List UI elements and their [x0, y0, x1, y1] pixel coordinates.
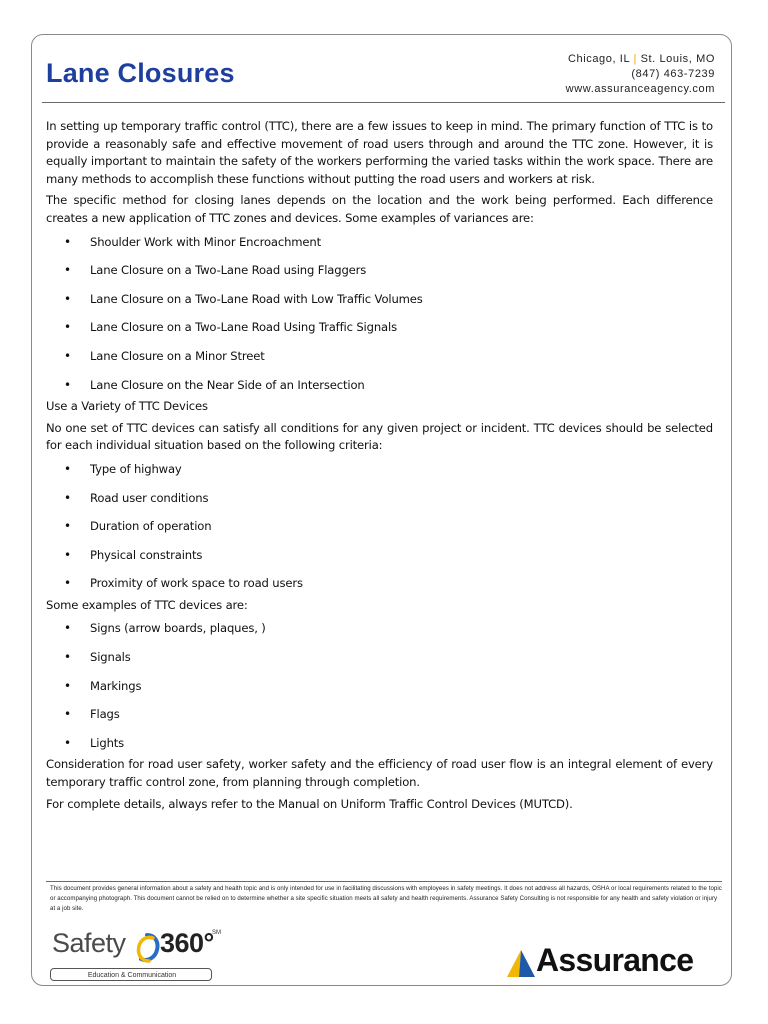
list-item: • Lane Closure on a Two-Lane Road using Flaggers — [46, 262, 713, 291]
safety-logo-word: Safety — [52, 928, 126, 958]
list-item: • Duration of operation — [46, 518, 713, 547]
disclaimer-text: This document provides general information about a safety and health topic and is only intended for use in facilitating discussions with employees in safety meetings. It does not address all hazards, OSHA or local requirements related to the topic or accompanying photograph. This document cannot be relied on to determine whether a site specific situation meets all safety and health requirements. Assurance Safety Consulting is not responsible for any health and safety violation or injury at a job site. — [50, 885, 722, 912]
header-divider — [42, 102, 725, 103]
website-link[interactable]: www.assuranceagency.com — [565, 83, 715, 95]
devices-heading: Use a Variety of TTC Devices — [46, 399, 208, 414]
safety-logo-number: 360° — [160, 928, 214, 958]
assurance-triangle-icon — [505, 948, 537, 978]
list-item: • Lights — [46, 735, 713, 764]
list-item: • Flags — [46, 706, 713, 735]
conclusion-paragraph: Consideration for road user safety, worker safety and the efficiency of road user flow is an integral element of every temporary traffic control zone, from planning through completion. — [46, 757, 713, 790]
list-item: • Road user conditions — [46, 490, 713, 519]
list-item: • Physical constraints — [46, 547, 713, 576]
page-title: Lane Closures — [46, 58, 235, 88]
criteria-list — [46, 461, 713, 604]
examples-intro: Some examples of TTC devices are: — [46, 597, 248, 612]
variances-intro: The specific method for closing lanes depends on the location and the work being performed. Each difference creates a new application of TTC zones and devices. Some examples of variances are: — [46, 193, 713, 225]
location-separator: | — [633, 53, 637, 65]
list-item: • Lane Closure on a Minor Street — [46, 348, 713, 377]
list-item: • Markings — [46, 678, 713, 707]
list-item: • Lane Closure on the Near Side of an Intersection — [46, 377, 713, 406]
list-item: • Signs (arrow boards, plaques, ) — [46, 620, 713, 649]
list-item: • Lane Closure on a Two-Lane Road Using Traffic Signals — [46, 319, 713, 348]
list-item: • Shoulder Work with Minor Encroachment — [46, 234, 713, 263]
list-item: • Type of highway — [46, 461, 713, 490]
contact-block — [566, 52, 715, 97]
service-mark: SM — [212, 930, 221, 936]
examples-list — [46, 620, 713, 763]
footer-divider — [46, 881, 722, 882]
location-chicago: Chicago, IL — [567, 53, 630, 65]
safety-360-logo — [50, 928, 240, 984]
list-item: • Lane Closure on a Two-Lane Road with Low Traffic Volumes — [46, 291, 713, 320]
reference-paragraph: For complete details, always refer to the Manual on Uniform Traffic Control Devices (MUTCD). — [46, 796, 573, 811]
variances-list — [46, 234, 713, 406]
list-item: • Signals — [46, 649, 713, 678]
safety-swirl-icon — [133, 931, 163, 965]
safety-logo-tagline: Education & Communication — [50, 968, 212, 981]
devices-intro: No one set of TTC devices can satisfy all conditions for any given project or incident. TTC devices should be selected for each individual situation based on the following criteria: — [46, 420, 713, 453]
phone-number: (847) 463-7239 — [631, 68, 715, 80]
assurance-logo-word: Assurance — [536, 942, 694, 978]
list-item: • Proximity of work space to road users — [46, 575, 713, 604]
location-st-louis: St. Louis, MO — [640, 53, 715, 65]
main-content — [46, 118, 713, 817]
intro-paragraph: In setting up temporary traffic control (TTC), there are a few issues to keep in mind. The primary function of TTC is to provide a reasonably safe and effective movement of road users through and around the TTC zone. However, it is equally important to maintain the safety of the workers performing the varied tasks within the work space. There are many methods to accomplish these functions without putting the road users and workers at risk. — [46, 119, 713, 186]
assurance-logo — [505, 942, 725, 982]
locations — [566, 52, 715, 67]
